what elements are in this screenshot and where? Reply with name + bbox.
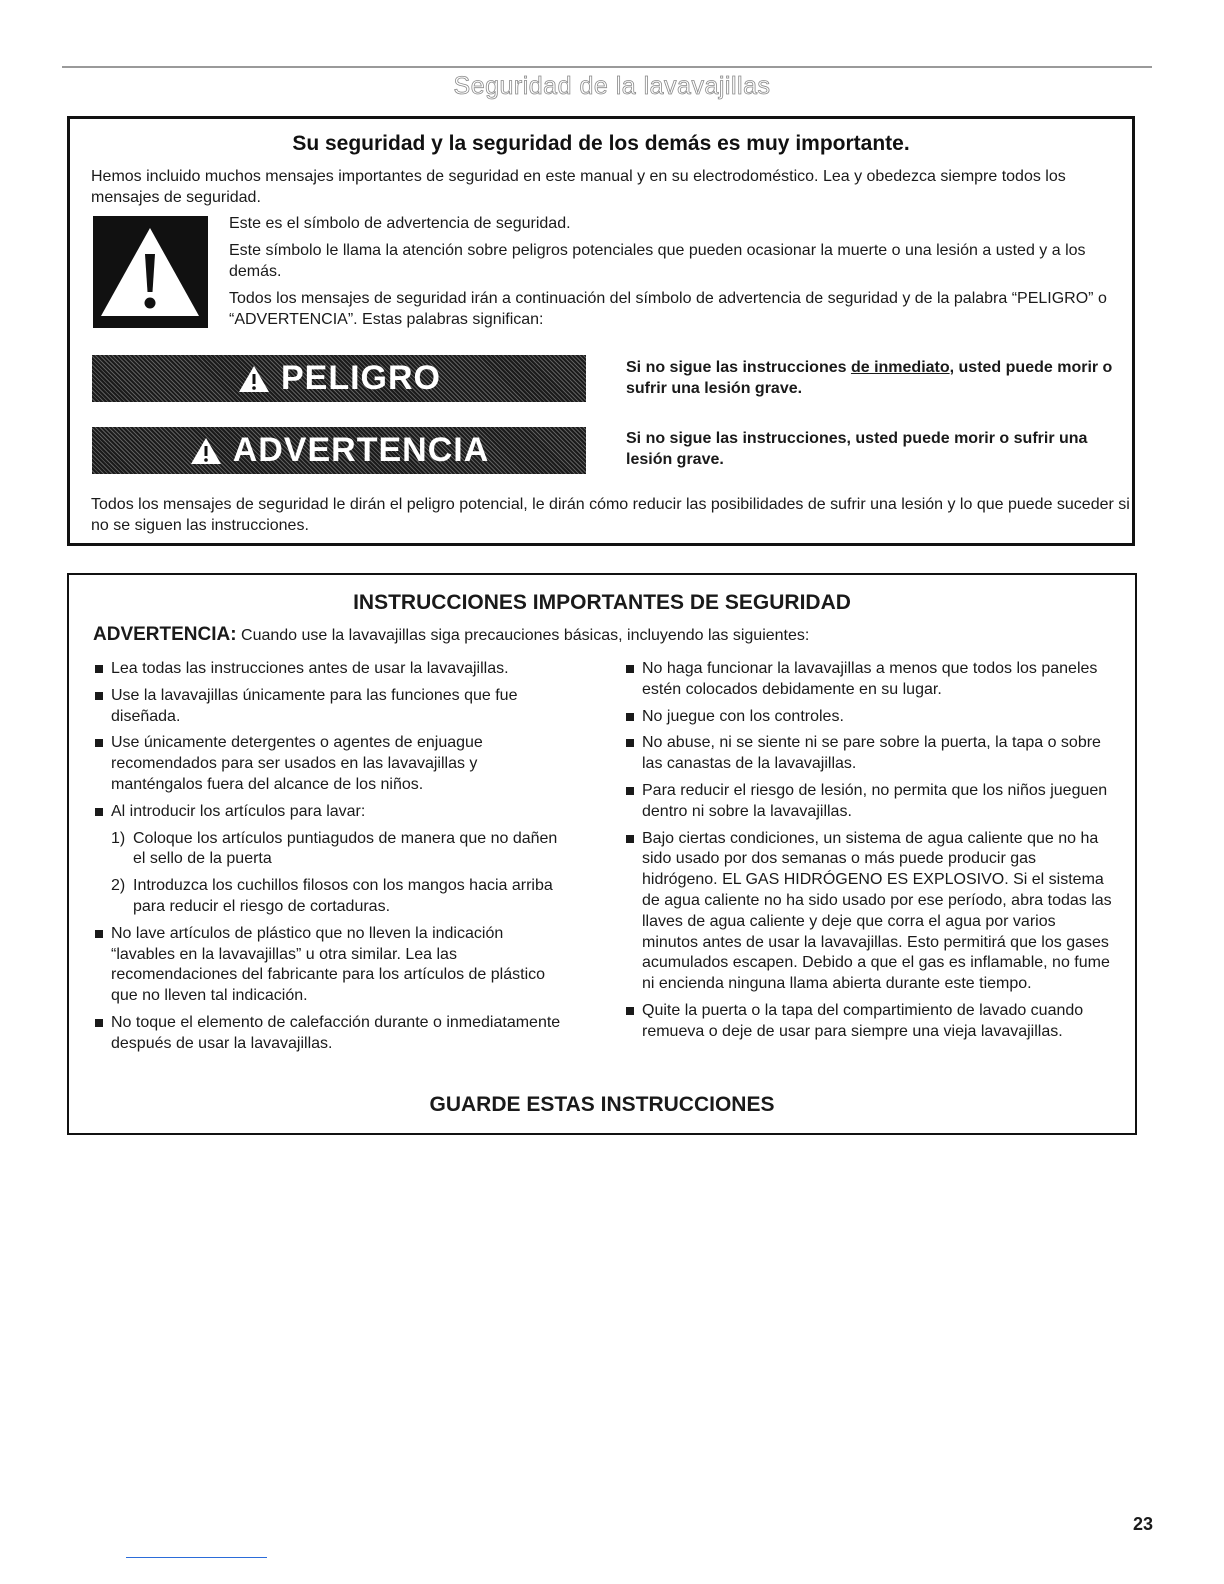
bullet-icon	[95, 692, 103, 700]
list-item: Bajo ciertas condiciones, un sistema de agua caliente que no ha sido usado por dos semanas o más puede producir gas hidrógeno. EL GAS HIDRÓGENO ES EXPLOSIVO. Si el sistema de agua caliente no ha sido usado por ese período, abra todas las llaves de agua caliente y deje que corra el agua por varios minutos antes de usar la lavavajillas. Esto permitirá que los gases acumulados escapen. Debido a que el gas es inflamable, no fume ni encienda ninguna llama abierta durante este tiempo.	[622, 829, 1112, 995]
warning-banner	[92, 427, 586, 474]
sub-list-item: 2) Introduzca los cuchillos filosos con los mangos hacia arriba para reducir el riesgo de cortaduras.	[111, 877, 553, 915]
instructions-heading: INSTRUCCIONES IMPORTANTES DE SEGURIDAD	[353, 591, 851, 614]
danger-banner	[92, 355, 586, 402]
symbol-line: Este símbolo le llama la atención sobre peligros potenciales que pueden ocasionar la muerte o una lesión a usted y a los demás.	[229, 242, 1086, 280]
list-item: Use únicamente detergentes o agentes de enjuague recomendados para ser usados en las lavavajillas y manténgalos fuera del alcance de los niños.	[91, 733, 566, 795]
page-title: Seguridad de la lavavajillas	[453, 72, 771, 100]
safety-heading: Su seguridad y la seguridad de los demás es muy importante.	[292, 132, 910, 155]
bullet-icon	[626, 835, 634, 843]
sub-list-item: 1) Coloque los artículos puntiagudos de manera que no dañen el sello de la puerta	[111, 829, 558, 868]
safety-intro: Hemos incluido muchos mensajes importantes de seguridad en este manual y en su electrodoméstico. Lea y obedezca siempre todos los mensajes de seguridad.	[91, 168, 1066, 206]
list-item: Lea todas las instrucciones antes de usar la lavavajillas.	[91, 659, 566, 680]
instructions-right-column	[622, 659, 1112, 1049]
save-instructions-footer: GUARDE ESTAS INSTRUCCIONES	[429, 1093, 775, 1116]
warning-description: Si no sigue las instrucciones, usted puede morir o sufrir una lesión grave.	[626, 430, 1088, 468]
immediate-emphasis: de inmediato	[850, 359, 950, 376]
instructions-left-column	[91, 659, 566, 1061]
bullet-icon	[626, 739, 634, 747]
header-rule	[62, 66, 1152, 68]
footer-line	[126, 1557, 267, 1558]
instructions-box	[67, 573, 1137, 1135]
warning-triangle-icon	[93, 216, 208, 328]
bullet-icon	[626, 787, 634, 795]
bullet-icon	[95, 1019, 103, 1027]
danger-warning-icon	[237, 364, 271, 394]
page-number: 23	[1132, 1514, 1153, 1534]
list-item: No abuse, ni se siente ni se pare sobre la puerta, la tapa o sobre las canastas de la lavavajillas.	[622, 733, 1112, 775]
safety-box	[67, 116, 1135, 546]
bullet-icon	[95, 665, 103, 673]
list-item: Quite la puerta o la tapa del compartimiento de lavado cuando remueva o deje de usar para siempre una vieja lavavajillas.	[622, 1001, 1112, 1043]
warning-label: ADVERTENCIA:	[93, 624, 237, 645]
bullet-icon	[95, 808, 103, 816]
list-item: No haga funcionar la lavavajillas a menos que todos los paneles estén colocados debidamente en su lugar.	[622, 659, 1112, 701]
list-item: Al introducir los artículos para lavar:	[91, 802, 566, 823]
bullet-icon	[626, 1007, 634, 1015]
symbol-line: Este es el símbolo de advertencia de seguridad.	[229, 215, 571, 232]
list-item: No lave artículos de plástico que no lleven la indicación “lavables en la lavavajillas” u otra similar. Lea las recomendaciones del fabricante para los artículos de plástico que no lleven tal indicación.	[91, 924, 566, 1007]
list-item: Use la lavavajillas únicamente para las funciones que fue diseñada.	[91, 686, 566, 728]
warning-word: ADVERTENCIA	[232, 431, 490, 469]
warning-sign-icon	[189, 436, 223, 466]
danger-description: Si no sigue las instrucciones de inmediato, usted puede morir o sufrir una lesión grave.	[626, 359, 1113, 397]
symbol-line: Todos los mensajes de seguridad irán a continuación del símbolo de advertencia de seguridad y de la palabra “PELIGRO” o “ADVERTENCIA”. Estas palabras significan:	[229, 290, 1107, 328]
list-item: No juegue con los controles.	[622, 707, 1112, 728]
bullet-icon	[95, 739, 103, 747]
instructions-warning: ADVERTENCIA: Cuando use la lavavajillas siga precauciones básicas, incluyendo las siguientes:	[93, 624, 810, 645]
danger-word: PELIGRO	[280, 359, 442, 397]
list-item: Para reducir el riesgo de lesión, no permita que los niños jueguen dentro ni sobre la lavavajillas.	[622, 781, 1112, 823]
list-item: No toque el elemento de calefacción durante o inmediatamente después de usar la lavavajillas.	[91, 1013, 566, 1055]
bullet-icon	[626, 665, 634, 673]
safety-outro: Todos los mensajes de seguridad le dirán el peligro potencial, le dirán cómo reducir las posibilidades de sufrir una lesión y lo que puede suceder si no se siguen las instrucciones.	[91, 496, 1130, 534]
bullet-icon	[95, 930, 103, 938]
bullet-icon	[626, 713, 634, 721]
